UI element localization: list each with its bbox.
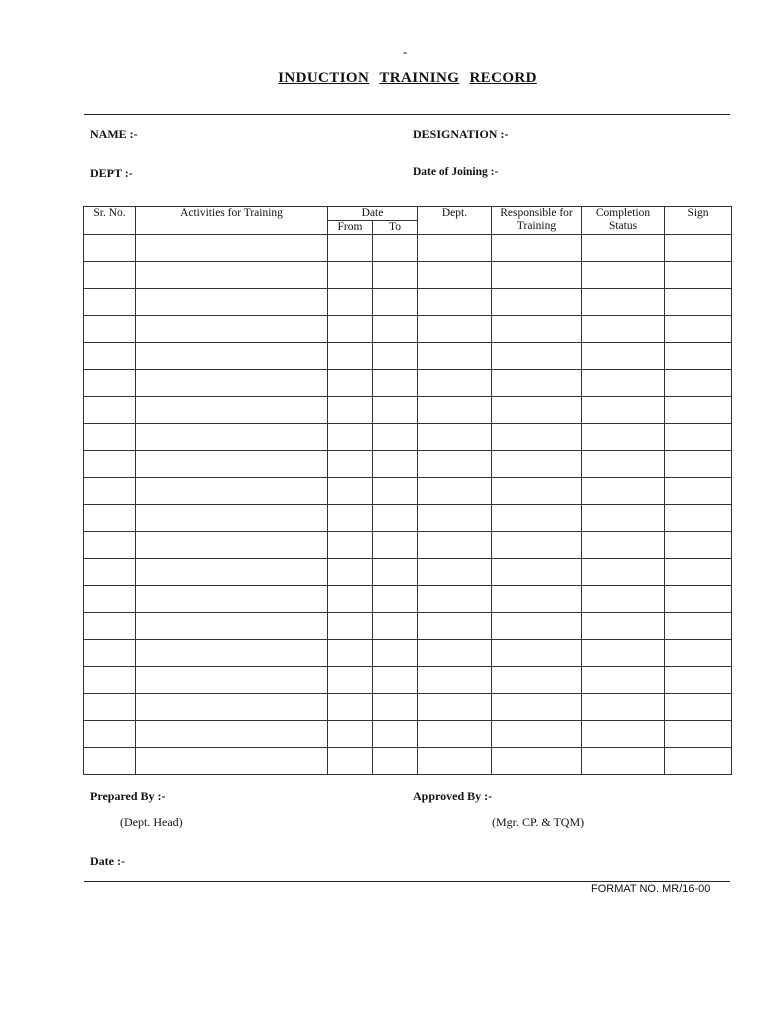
table-cell[interactable] xyxy=(582,451,665,478)
table-row xyxy=(84,424,732,451)
table-cell[interactable] xyxy=(84,370,136,397)
table-cell[interactable] xyxy=(492,235,582,262)
table-cell[interactable] xyxy=(136,316,328,343)
table-cell[interactable] xyxy=(373,478,418,505)
table-cell[interactable] xyxy=(373,316,418,343)
table-cell[interactable] xyxy=(665,532,732,559)
bottom-divider xyxy=(84,881,730,882)
table-row xyxy=(84,559,732,586)
table-cell[interactable] xyxy=(373,289,418,316)
table-cell[interactable] xyxy=(492,667,582,694)
table-cell[interactable] xyxy=(418,748,492,775)
table-cell[interactable] xyxy=(84,505,136,532)
table-cell[interactable] xyxy=(136,721,328,748)
table-cell[interactable] xyxy=(136,424,328,451)
table-cell[interactable] xyxy=(665,721,732,748)
header-from: From xyxy=(328,221,373,235)
table-cell[interactable] xyxy=(328,505,373,532)
table-row xyxy=(84,397,732,424)
table-cell[interactable] xyxy=(84,424,136,451)
prepared-by-label: Prepared By :- xyxy=(90,789,166,803)
table-cell[interactable] xyxy=(492,397,582,424)
table-cell[interactable] xyxy=(418,235,492,262)
table-cell[interactable] xyxy=(492,586,582,613)
table-row xyxy=(84,451,732,478)
training-table xyxy=(83,206,732,775)
table-cell[interactable] xyxy=(373,667,418,694)
table-cell[interactable] xyxy=(136,505,328,532)
table-row xyxy=(84,478,732,505)
approved-by-label: Approved By :- xyxy=(413,789,493,803)
table-cell[interactable] xyxy=(492,370,582,397)
table-cell[interactable] xyxy=(582,397,665,424)
table-cell[interactable] xyxy=(136,613,328,640)
header-completion: Completion Status xyxy=(582,207,665,235)
table-cell[interactable] xyxy=(492,424,582,451)
table-cell[interactable] xyxy=(84,478,136,505)
table-cell[interactable] xyxy=(328,721,373,748)
table-cell[interactable] xyxy=(373,397,418,424)
table-cell[interactable] xyxy=(492,721,582,748)
title-word-training: TRAINING xyxy=(379,70,460,86)
table-cell[interactable] xyxy=(665,451,732,478)
table-cell[interactable] xyxy=(582,721,665,748)
table-cell[interactable] xyxy=(373,640,418,667)
table-cell[interactable] xyxy=(328,451,373,478)
date-of-joining-label: Date of Joining :- xyxy=(413,166,499,178)
table-cell[interactable] xyxy=(418,478,492,505)
table-cell[interactable] xyxy=(328,694,373,721)
dept-label: DEPT :- xyxy=(90,166,133,180)
table-cell[interactable] xyxy=(418,613,492,640)
table-cell[interactable] xyxy=(373,262,418,289)
header-date: Date xyxy=(328,207,418,221)
table-cell[interactable] xyxy=(328,478,373,505)
table-cell[interactable] xyxy=(373,748,418,775)
top-divider xyxy=(84,114,730,115)
table-cell[interactable] xyxy=(492,559,582,586)
table-cell[interactable] xyxy=(136,370,328,397)
table-cell[interactable] xyxy=(84,559,136,586)
table-cell[interactable] xyxy=(84,262,136,289)
table-row xyxy=(84,667,732,694)
table-cell[interactable] xyxy=(418,343,492,370)
table-cell[interactable] xyxy=(492,505,582,532)
format-number: FORMAT NO. MR/16-00 xyxy=(591,883,711,895)
table-cell[interactable] xyxy=(582,640,665,667)
table-cell[interactable] xyxy=(492,748,582,775)
table-cell[interactable] xyxy=(84,289,136,316)
table-cell[interactable] xyxy=(84,721,136,748)
table-cell[interactable] xyxy=(373,451,418,478)
table-cell[interactable] xyxy=(136,640,328,667)
table-cell[interactable] xyxy=(84,667,136,694)
table-cell[interactable] xyxy=(665,478,732,505)
table-cell[interactable] xyxy=(84,613,136,640)
table-cell[interactable] xyxy=(582,316,665,343)
table-cell[interactable] xyxy=(136,289,328,316)
table-cell[interactable] xyxy=(84,748,136,775)
table-cell[interactable] xyxy=(136,559,328,586)
table-cell[interactable] xyxy=(328,397,373,424)
table-cell[interactable] xyxy=(492,613,582,640)
header-activities: Activities for Training xyxy=(136,207,328,235)
table-cell[interactable] xyxy=(418,532,492,559)
table-row xyxy=(84,505,732,532)
table-cell[interactable] xyxy=(492,478,582,505)
table-cell[interactable] xyxy=(582,289,665,316)
table-row xyxy=(84,316,732,343)
table-row xyxy=(84,532,732,559)
table-cell[interactable] xyxy=(418,397,492,424)
table-cell[interactable] xyxy=(492,289,582,316)
table-cell[interactable] xyxy=(582,667,665,694)
table-cell[interactable] xyxy=(373,721,418,748)
table-cell[interactable] xyxy=(418,559,492,586)
table-cell[interactable] xyxy=(328,343,373,370)
table-cell[interactable] xyxy=(84,343,136,370)
table-cell[interactable] xyxy=(492,343,582,370)
table-cell[interactable] xyxy=(84,694,136,721)
table-cell[interactable] xyxy=(492,694,582,721)
table-cell[interactable] xyxy=(492,316,582,343)
table-cell[interactable] xyxy=(328,235,373,262)
table-cell[interactable] xyxy=(328,667,373,694)
table-cell[interactable] xyxy=(328,559,373,586)
table-cell[interactable] xyxy=(136,262,328,289)
table-cell[interactable] xyxy=(418,289,492,316)
table-cell[interactable] xyxy=(373,370,418,397)
table-body xyxy=(84,235,732,775)
table-cell[interactable] xyxy=(582,613,665,640)
designation-label: DESIGNATION :- xyxy=(413,127,509,141)
header-dash: - xyxy=(403,44,408,59)
table-cell[interactable] xyxy=(418,424,492,451)
table-cell[interactable] xyxy=(84,235,136,262)
table-row xyxy=(84,694,732,721)
table-cell[interactable] xyxy=(136,586,328,613)
table-cell[interactable] xyxy=(328,586,373,613)
table-row xyxy=(84,748,732,775)
table-cell[interactable] xyxy=(665,289,732,316)
table-cell[interactable] xyxy=(418,370,492,397)
table-cell[interactable] xyxy=(492,262,582,289)
table-cell[interactable] xyxy=(328,262,373,289)
table-row xyxy=(84,640,732,667)
table-cell[interactable] xyxy=(373,424,418,451)
table-cell[interactable] xyxy=(373,532,418,559)
table-cell[interactable] xyxy=(328,748,373,775)
table-cell[interactable] xyxy=(418,586,492,613)
table-cell[interactable] xyxy=(136,532,328,559)
table-cell[interactable] xyxy=(418,694,492,721)
table-cell[interactable] xyxy=(136,667,328,694)
approved-role: (Mgr. CP. & TQM) xyxy=(492,815,585,829)
table-cell[interactable] xyxy=(418,316,492,343)
table-cell[interactable] xyxy=(84,640,136,667)
table-cell[interactable] xyxy=(665,694,732,721)
header-sign: Sign xyxy=(665,207,732,235)
table-cell[interactable] xyxy=(582,505,665,532)
table-cell[interactable] xyxy=(418,262,492,289)
page-title xyxy=(0,70,768,87)
table-cell[interactable] xyxy=(665,748,732,775)
table-cell[interactable] xyxy=(665,613,732,640)
table-cell[interactable] xyxy=(418,505,492,532)
table-cell[interactable] xyxy=(84,316,136,343)
table-cell[interactable] xyxy=(328,370,373,397)
title-word-induction: INDUCTION xyxy=(278,70,370,86)
table-cell[interactable] xyxy=(373,559,418,586)
table-cell[interactable] xyxy=(373,613,418,640)
title-word-record: RECORD xyxy=(469,70,537,86)
table-cell[interactable] xyxy=(665,667,732,694)
table-cell[interactable] xyxy=(582,559,665,586)
header-to: To xyxy=(373,221,418,235)
table-row xyxy=(84,289,732,316)
table-cell[interactable] xyxy=(136,694,328,721)
table-cell[interactable] xyxy=(582,343,665,370)
table-row xyxy=(84,370,732,397)
table-cell[interactable] xyxy=(84,586,136,613)
name-label: NAME :- xyxy=(90,127,138,141)
table-cell[interactable] xyxy=(84,532,136,559)
table-cell[interactable] xyxy=(328,613,373,640)
header-sr-no: Sr. No. xyxy=(84,207,136,235)
table-cell[interactable] xyxy=(582,424,665,451)
table-cell[interactable] xyxy=(136,343,328,370)
table-cell[interactable] xyxy=(136,397,328,424)
table-cell[interactable] xyxy=(418,451,492,478)
table-cell[interactable] xyxy=(418,721,492,748)
prepared-role: (Dept. Head) xyxy=(120,815,183,829)
table-cell[interactable] xyxy=(665,343,732,370)
table-cell[interactable] xyxy=(328,640,373,667)
header-responsible: Responsible for Training xyxy=(492,207,582,235)
table-cell[interactable] xyxy=(418,640,492,667)
table-cell[interactable] xyxy=(665,586,732,613)
table-cell[interactable] xyxy=(373,235,418,262)
table-cell[interactable] xyxy=(492,640,582,667)
table-cell[interactable] xyxy=(492,451,582,478)
header-dept: Dept. xyxy=(418,207,492,235)
table-cell[interactable] xyxy=(328,289,373,316)
table-cell[interactable] xyxy=(136,748,328,775)
table-cell[interactable] xyxy=(136,451,328,478)
table-row xyxy=(84,235,732,262)
table-cell[interactable] xyxy=(418,667,492,694)
table-cell[interactable] xyxy=(582,748,665,775)
table-cell[interactable] xyxy=(582,262,665,289)
table-row xyxy=(84,343,732,370)
table-cell[interactable] xyxy=(582,370,665,397)
table-cell[interactable] xyxy=(665,559,732,586)
table-cell[interactable] xyxy=(373,343,418,370)
table-cell[interactable] xyxy=(373,694,418,721)
table-cell[interactable] xyxy=(373,586,418,613)
table-cell[interactable] xyxy=(373,505,418,532)
table-cell[interactable] xyxy=(665,397,732,424)
table-cell[interactable] xyxy=(84,397,136,424)
table-cell[interactable] xyxy=(136,235,328,262)
table-row xyxy=(84,262,732,289)
table-cell[interactable] xyxy=(665,235,732,262)
table-cell[interactable] xyxy=(582,235,665,262)
table-cell[interactable] xyxy=(665,370,732,397)
table-cell[interactable] xyxy=(582,586,665,613)
table-row xyxy=(84,586,732,613)
table-cell[interactable] xyxy=(665,316,732,343)
table-cell[interactable] xyxy=(136,478,328,505)
table-row xyxy=(84,613,732,640)
table-cell[interactable] xyxy=(328,316,373,343)
table-cell[interactable] xyxy=(582,532,665,559)
table-cell[interactable] xyxy=(665,505,732,532)
table-cell[interactable] xyxy=(328,532,373,559)
date-label: Date :- xyxy=(90,854,125,868)
table-cell[interactable] xyxy=(328,424,373,451)
table-cell[interactable] xyxy=(492,532,582,559)
table-cell[interactable] xyxy=(582,694,665,721)
table-cell[interactable] xyxy=(665,424,732,451)
table-row xyxy=(84,721,732,748)
table-cell[interactable] xyxy=(582,478,665,505)
table-cell[interactable] xyxy=(84,451,136,478)
table-cell[interactable] xyxy=(665,262,732,289)
table-cell[interactable] xyxy=(665,640,732,667)
